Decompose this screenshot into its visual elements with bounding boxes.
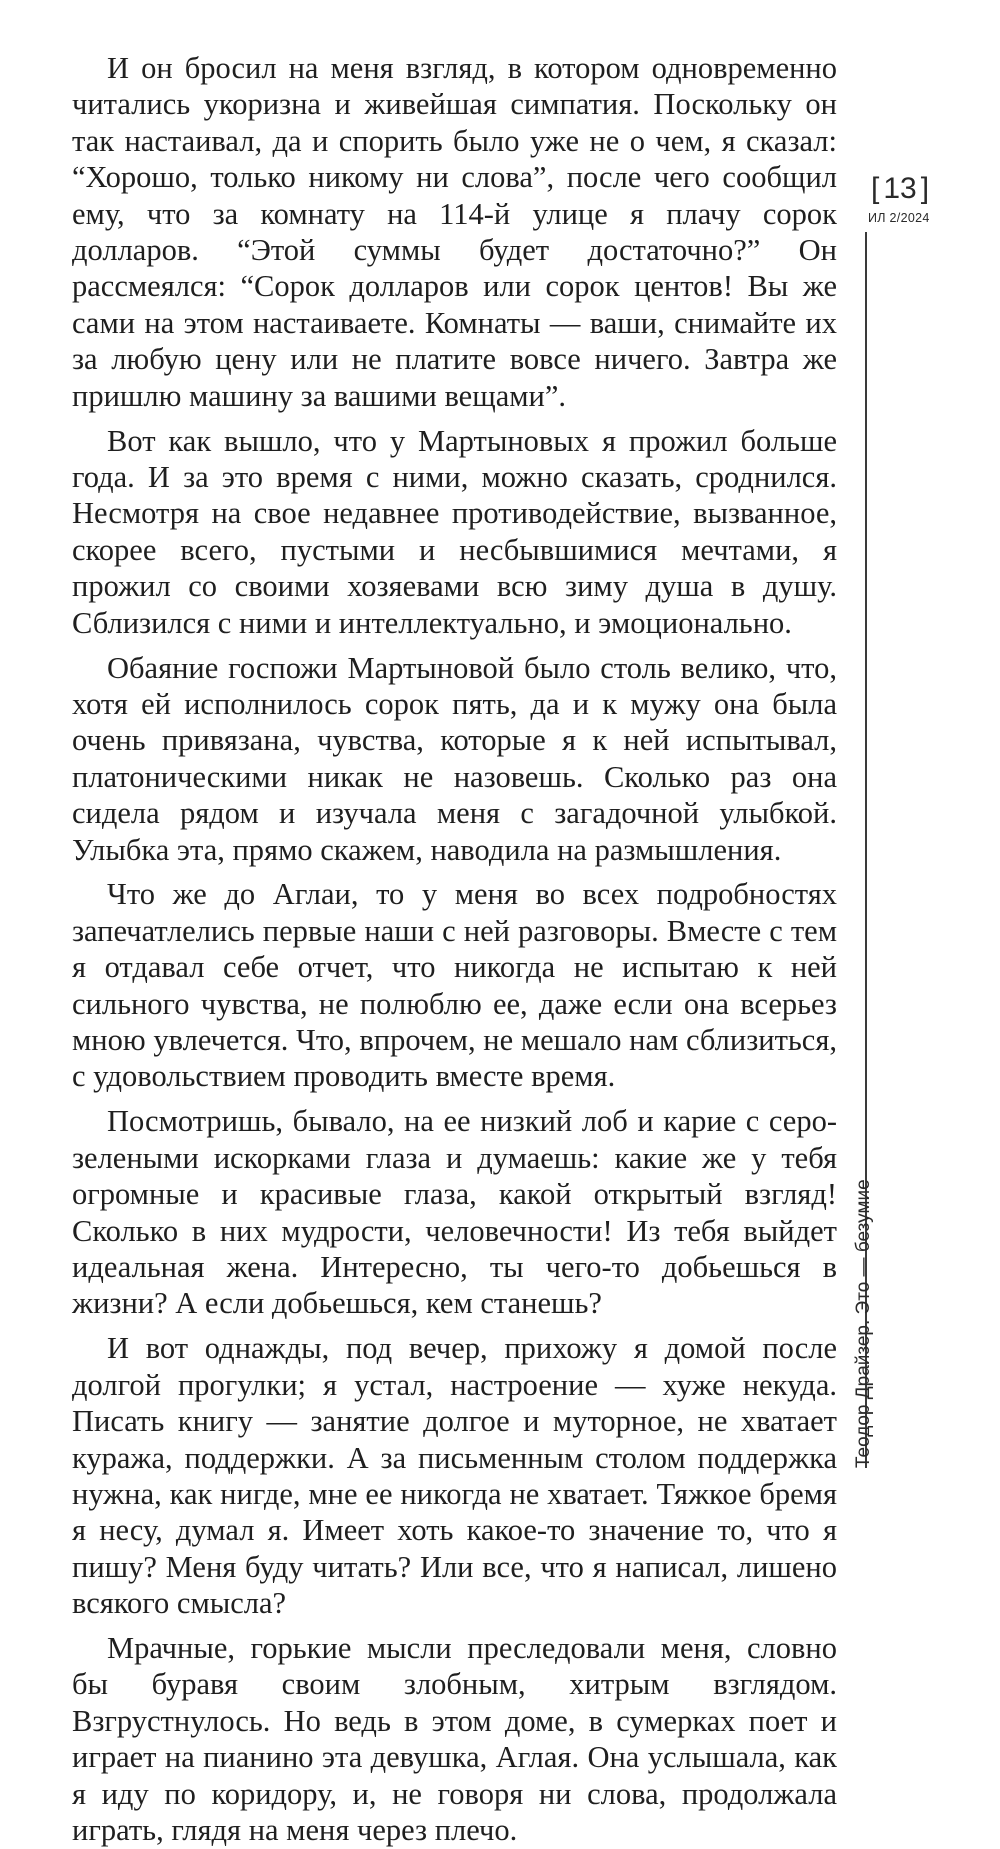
running-title: Теодор Драйзер. Это — безумие bbox=[853, 1179, 874, 1468]
paragraph-6: И вот однажды, под вечер, прихожу я домой после долгой прогулки; я устал, настроение — хуже некуда. Писать книгу — занятие долгое и муторное, не хватает куража, поддержки. А за письменным столом поддержка нужна, как нигде, мне ее никогда не хватает. Тяжкое бремя я несу, думал я. Имеет хоть какое-то значение то, что я пишу? Меня буду читать? Или все, что я написал, лишено всякого смысла? bbox=[72, 1331, 837, 1621]
page-number bbox=[860, 168, 940, 210]
paragraph-5: Посмотришь, бывало, на ее низкий лоб и карие с серо-зелеными искорками глаза и думаешь: какие же у тебя огромные и красивые глаза, какой открытый взгляд! Сколько в них мудрости, человечности! Из тебя выйдет идеальная жена. Интересно, ты чего-то добьешься в жизни? А если добьешься, кем станешь? bbox=[72, 1104, 837, 1321]
paragraph-1: И он бросил на меня взгляд, в котором одновременно читались укоризна и живейшая симпатия. Поскольку он так настаивал, да и спорить было уже не о чем, я сказал: “Хорошо, только никому ни слова”, после чего сообщил ему, что за комнату на 114-й улице я плачу сорок долларов. “Этой суммы будет достаточно?” Он рассмеялся: “Сорок долларов или сорок центов! Вы же сами на этом настаиваете. Комнаты — ваши, снимайте их за любую цену или не платите вовсе ничего. Завтра же пришлю машину за вашими вещами”. bbox=[72, 51, 837, 413]
paragraph-2: Вот как вышло, что у Мартыновых я прожил больше года. И за это время с ними, можно сказать, сроднился. Несмотря на свое недавнее противодействие, вызванное, скорее всего, пустыми и несбывшимися мечтами, я прожил со своими хозяевами всю зиму душа в душу. Сблизился с ними и интеллектуально, и эмоционально. bbox=[72, 423, 837, 640]
issue-label: ИЛ 2/2024 bbox=[868, 211, 930, 225]
page-number-value: 13 bbox=[883, 172, 917, 205]
main-text-column bbox=[72, 50, 837, 1849]
paragraph-7: Мрачные, горькие мысли преследовали меня, словно бы буравя своим злобным, хитрым взглядом. Взгрустнулось. Но ведь в этом доме, в сумерках поет и играет на пианино эта девушка, Аглая. Она услышала, как я иду по коридору, и, не говоря ни слова, продолжала играть, глядя на меня через плечо. bbox=[72, 1631, 837, 1848]
page-number-bracket-close: ] bbox=[920, 172, 930, 205]
paragraph-4: Что же до Аглаи, то у меня во всех подробностях запечатлелись первые наши с ней разговоры. Вместе с тем я отдавал себе отчет, что никогда не испытаю к ней сильного чувства, не полюблю ее, даже если она всерьез мною увлечется. Что, впрочем, не мешало нам сблизиться, с удовольствием проводить вместе время. bbox=[72, 877, 837, 1094]
paragraph-3: Обаяние госпожи Мартыновой было столь велико, что, хотя ей исполнилось сорок пять, да и к мужу она была очень привязана, чувства, которые я к ней испытывал, платоническими никак не назовешь. Сколько раз она сидела рядом и изучала меня с загадочной улыбкой. Улыбка эта, прямо скажем, наводила на размышления. bbox=[72, 650, 837, 867]
page-number-bracket-open: [ bbox=[870, 172, 880, 205]
